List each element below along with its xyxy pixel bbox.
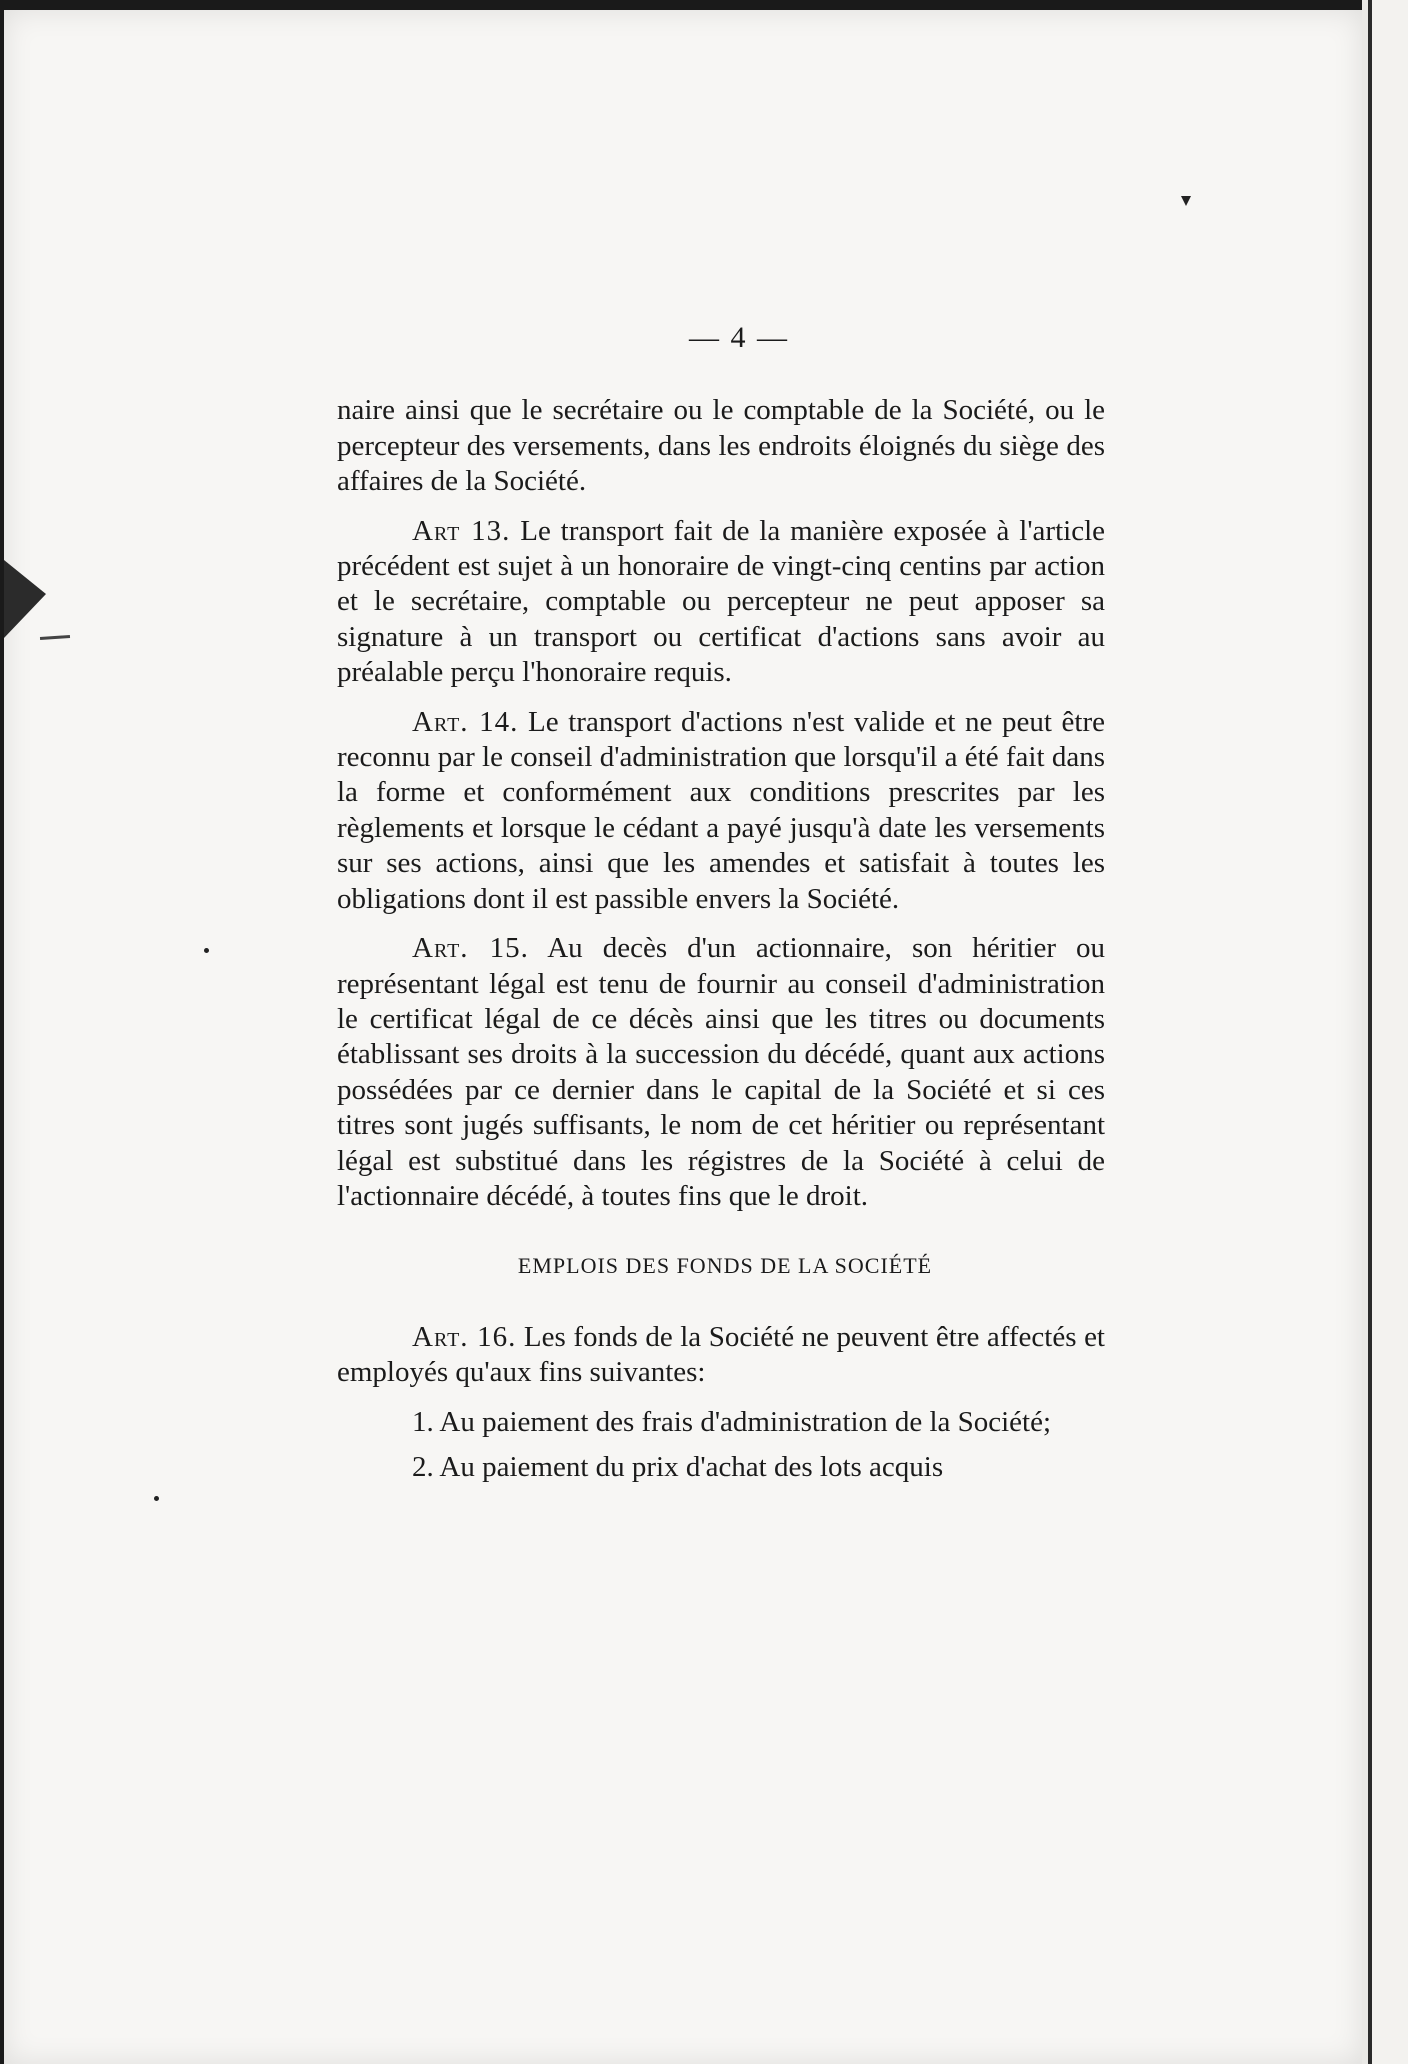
- ink-spot: [154, 1496, 159, 1501]
- article-text: Au decès d'un actionnaire, son héritier ou représentant légal est tenu de fournir au conseil d'administration le certificat légal de ce décès ainsi que les titres ou documents établissant ses droits à la succession du décédé, quant aux actions possédées par ce dernier dans le capital de la Société et si ces titres sont jugés suffisants, le nom de cet héritier ou représentant légal est substitué dans les régistres de la Société à celui de l'actionnaire décédé, à toutes fins que le droit.: [337, 932, 1105, 1212]
- article-15: [337, 931, 1105, 1214]
- ink-mark: [1181, 196, 1191, 206]
- article-16: [337, 1320, 1105, 1391]
- next-page-edge: [1372, 0, 1408, 2064]
- list-item: 2. Au paiement du prix d'achat des lots acquis: [412, 1450, 944, 1483]
- article-text: Le transport fait de la manière exposée à l'article précédent est sujet à un honoraire de vingt-cinq centins par action et le secrétaire, comptable ou percepteur ne peut apposer sa signature à un transport ou certificat d'actions sans avoir au préalable perçu l'honoraire requis.: [337, 514, 1105, 689]
- article-14: [337, 705, 1105, 917]
- torn-edge-mark: [4, 560, 46, 638]
- document-body: [337, 320, 1105, 1495]
- paragraph-continuation: [337, 393, 1105, 499]
- page-number: — 4 —: [689, 321, 789, 354]
- article-text: Les fonds de la Société ne peuvent être affectés et employés qu'aux fins suivantes:: [337, 1320, 1105, 1389]
- section-heading: EMPLOIS DES FONDS DE LA SOCIÉTÉ: [517, 1253, 933, 1279]
- article-text: Le transport d'actions n'est valide et ne peut être reconnu par le conseil d'administration que lorsqu'il a été fait dans la forme et conformément aux conditions prescrites par les règlements et lorsque le cédant a payé jusqu'à date les versements sur ses actions, ainsi que les amendes et satisfait à toutes les obligations dont il est passible envers la Société.: [337, 705, 1105, 915]
- ink-spot: [204, 948, 209, 953]
- article-label: Art. 16.: [412, 1320, 517, 1353]
- article-label: Art. 14.: [412, 705, 519, 738]
- list-item: 1. Au paiement des frais d'administration de la Société;: [412, 1405, 1052, 1438]
- article-13: [337, 514, 1105, 691]
- paragraph-text: naire ainsi que le secrétaire ou le comptable de la Société, ou le percepteur des versements, dans les endroits éloignés du siège des affaires de la Société.: [337, 394, 1105, 498]
- article-label: Art. 15.: [412, 932, 529, 965]
- article-label: Art 13.: [412, 514, 511, 547]
